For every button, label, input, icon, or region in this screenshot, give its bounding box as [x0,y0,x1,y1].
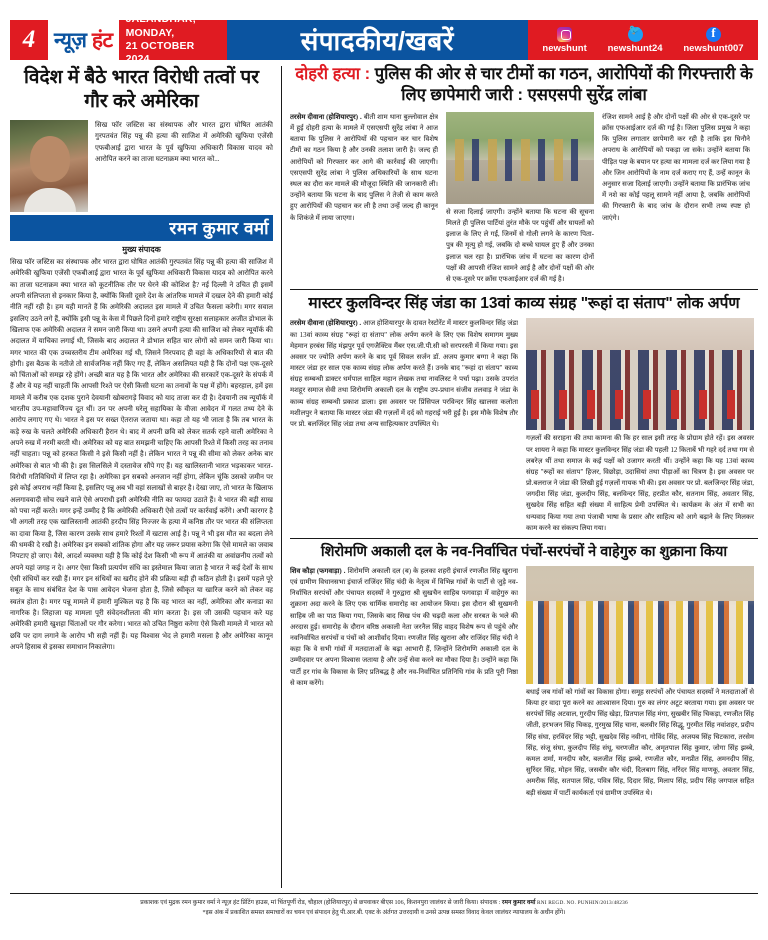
story3-dateline: शिव कौड़ा (फगवाड़ा) . [290,567,346,575]
editor-portrait-photo [10,120,88,212]
book-release-photo [526,318,754,430]
story2-headline: मास्टर कुलविन्दर सिंह जंडा का 13वां काव्य संग्रह "रूहां दा संताप" लोक अर्पण [308,295,740,313]
story1-columns [290,112,758,285]
dateline-line-1: JALANDHAR, MONDAY, [125,13,196,39]
editorial-top [10,120,273,212]
story2-col-1 [290,318,518,534]
newspaper-logo [48,20,119,60]
story1-col2-text: से सजा दिलाई जाएगी। उन्होंने बताया कि घटना की सूचना मिलते ही पुलिस पार्टियां तुरंत मौके पर पहुंचीं और घायलों को इलाज के लिए ले गईं, जिनमें से गोली लगने के कारण पिता-पुत्र की मृत्यु हो गई, जबकि दो बच्चे घायल हुए हैं और उनका इलाज चल रहा है। प्रारंभिक जांच में घटना का कारण दोनों पक्षों की आपसी रंजिश सामने आई है और दोनों पक्षों की ओर से एक-दूसरे पर क्रॉस एफआईआर दर्ज की गई है। [446,208,594,283]
social-handle: newshunt24 [607,42,663,54]
footer-disclaimer: *इस अंक में प्रकाशित समस्त समाचारों का चयन एवं संपादन हेतु पी.आर.बी. एक्ट के अंर्तगत उत्तरदायी व उनसे उत्पन्न समस्त विवाद केवल जालंधर न्यायालय के अधीन होंगे। [202,910,566,917]
story2-columns [290,318,758,534]
story1-dateline: तरसेम दीवाना (होशियारपुर) . [290,113,362,121]
masthead [10,13,758,66]
logo-text [54,26,113,54]
editor-role: मुख्य संपादक [122,244,161,254]
story1-headline-highlight: दोहरी हत्या : [295,65,371,83]
story1-col3-text: रंजिश सामने आई है और दोनों पक्षों की ओर से एक-दूसरे पर क्रॉस एफआईआर दर्ज की गई है। जिला पुलिस प्रमुख ने कहा कि पुलिस लगातार छापेमारी कर रही है ताकि इस घिनौने अपराध के आरोपियों को पकड़ा जा सके। उन्होंने बताया कि पीड़ित पक्ष के बयान पर हत्या का मामला दर्ज कर लिया गया है और जिन आरोपियों के नाम दर्ज कराए गए हैं, उन्हें कानून के अनुसार सजा दिलाई जाएगी। उन्होंने बताया कि प्रारंभिक जांच में नशे का कोई पहलू सामने नहीं आया है, जबकि आरोपियों की गिरफ्तारी के बाद जांच के दौरान सभी तथ्य स्पष्ट हो जाएंगे। [602,113,750,222]
story3-col-2 [526,566,754,799]
page-number: 4 [10,20,48,60]
dateline-line-2: 21 OCTOBER 2024 [125,40,195,66]
story2-col1-text [290,318,518,430]
story1-col1-body: बीती शाम थाना बुल्लोवाल क्षेत्र में हुई दोहरी हत्या के मामले में एसएसपी सुरेंद्र लांबा ने आज बताया कि पुलिस ने आरोपियों की पहचान कर चार विशेष टीमों का गठन किया है और उनकी तलाश जारी है। जल्द ही आरोपियों को गिरफ्तार कर आगे की कार्रवाई की जाएगी। एसएसपी सुरेंद्र लांबा ने पुलिस अधिकारियों के साथ घटना स्थल का दौरा कर मामले की मौजूदा स्थिति की जानकारी ली। उन्होंने बताया कि घटना के बाद पुलिस ने तेजी से काम करते हुए आरोपियों की पहचान कर ली है तथा उन्हें जल्द ही कानून के शिकंजे में लाया जाएगा। [290,113,438,222]
social-handle: newshunt007 [683,42,744,54]
footer-imprint [10,898,758,908]
footer-imprint-a: प्रकाशक एवं मुद्रक रमन कुमार वर्मा ने न्यूज़ हंट प्रिंटिंग हाउस, मां चिंतपूर्णी रोड, चौहाल (होशियारपुर) से छपवाकर बीएस 106, किशनपुरा जालंधर से जारी किया। संपादक : [140,900,502,906]
instagram-icon [557,27,572,42]
editor-name: रमन कुमार वर्मा [169,219,269,239]
social-instagram[interactable] [542,27,586,54]
editorial-column [10,66,282,888]
editorial-headline: विदेश में बैठे भारत विरोधी तत्वों पर गौर करे अमेरिका [24,67,259,112]
story3-col2-text: बधाई जब गांवों को गांवों का विकास होगा। समूह सरपंचों और पंचायत सदस्यों ने मतदाताओं से किया हर वादा पूरा करने का आश्वासन दिया। गुरु का लंगर अटूट बरताया गया। इस अवसर पर सरपंचों सिंह अटवाल, गुरदीप सिंह खेड़ा, प्रितपाल सिंह मंगा, सुखबीर सिंह चिकड़ा, रणजीत सिंह जीती, हरभजन सिंह चिकड़, गुरमुख सिंह चाना, बलवीर सिंह सिद्धू, गुरमीत सिंह नवांशहर, प्रदीप सिंह संघा, हरविंदर सिंह भट्टी, सुखदेव सिंह नवीना, गोविंद सिंह, अजयब सिंह चिटकारा, तरसेम सिंह, संजू संघा, कुलदीप सिंह संधू, चरणजीत कौर, अमृतपाल सिंह कुमार, जोगा सिंह झब्बे, कमल शर्मा, मनदीप कौर, बलजीत सिंह झब्बे, रणजीत कौर, मनप्रीत सिंह, अमनदीप सिंह, सुरिंदर सिंह, मोहन सिंह, जसबीर कौर चंदी, दिलबाग सिंह, नरिंदर सिंह माणकू, अवतार सिंह, अमरीक सिंह, सतपाल सिंह, पवित्र सिंह, दिदार सिंह, मिलाप सिंह, प्रदीप सिंह जगपाल सहित बड़ी संख्या में पार्टी कार्यकर्ता एवं ग्रामीण उपस्थित थे। [526,688,754,797]
story3-col-1 [290,566,518,799]
story1-col-3 [602,112,750,285]
police-team-photo [446,112,594,204]
story2-col2-text: गज़लों की सराहना की तथा कामना की कि हर साल इसी तरह के प्रोग्राम होते रहें। इस अवसर पर शायरा ने कहा कि मास्टर कुलविन्दर सिंह जंडा की पहली 12 किताबें भी गहरे दर्द तथा गम से लबरेज़ थीं तथा समाज के कई पक्षों को उजागर करती थीं। उन्होंने कहा कि यह 13वां काव्य संग्रह "रूहों का संताप" हिजर, विछोड़ा, उदासियां तथा पीड़ाओं का चित्रण है। इस अवसर पर प्रो.बलराज ने जंडा की लिखी हुई गज़लों गायक भी की। इस अवसर पर प्रो. बलजिन्दर सिंह जंडा, जगदीश सिंह जंडा, कुलदीप सिंह, बलविन्दर सिंह, हरप्रीत कौर, सतनाम सिंह, अवतार सिंह, सुखदेव सिंह सहित बड़ी संख्या में साहित्य प्रेमी उपस्थित थे। कार्यक्रम के अंत में सभी का धन्यवाद किया गया तथा पंजाबी भाषा के प्रसार और साहित्य को आगे बढ़ाने के लिए मिलकर काम करने का संकल्प लिया गया। [526,435,754,532]
footer-editor-name: रमन कुमार वर्मा [501,900,536,906]
story3-columns [290,566,758,799]
social-facebook[interactable] [683,27,743,54]
editor-byline-bar [10,215,273,241]
editorial-intro: सिख फॉर जस्टिस का संस्थापक और भारत द्वारा घोषित आतंकी गुरपतवंत सिंह पन्नू की हत्या की साजिश में अमेरिकी खुफिया एजेंसी एफबीआई द्वारा भारत के पूर्व खुफिया अधिकारी विकास यादव को आरोपित करने का ताजा घटनाक्रम क्या भारत को... [95,120,273,163]
story1-headline [290,64,758,112]
footer [10,893,758,919]
sarpanch-group-photo [526,566,754,684]
logo-part-2: हंट [91,29,113,52]
story-akali-dal [290,539,758,799]
story-poetry-release [290,290,758,534]
social-links [528,20,758,60]
story3-col1-body: शिरोमणि अकाली दल (ब) के हलका शहरी इंचार्ज रणजीत सिंह खुराना एवं ग्रामीण विधानसभा इंचार्ज राजिंदर सिंह चंदी के नेतृत्व में विभिन्न गांवों के पार्टी से जुड़े नव-निर्वाचित सरपंचों और पंचायत सदस्यों ने गुरुद्वारा श्री सुखचैन साहिब फगवाड़ा में वाहेगुरु का शुक्राना अदा करने के लिए एक धार्मिक समारोह का आयोजन किया। इस दौरान श्री सुखमनी साहिब जी का पाठ किया गया, जिसके बाद सिख पंथ की चढ़दी कला और सरबत के भले की अरदास हुई। समारोह के दौरान वरिष्ठ अकाली नेता जरनैल सिंह वाहद विशेष रूप से पहुंचे और नवनिर्वाचित सरपंचों व पंचों को आशीर्वाद दिया। रणजीत सिंह खुराना और राजिंदर सिंह चंदी ने कहा कि वे सभी गांवों में मतदाताओं के बढ़ा आभारी हैं, जिन्होंने शिरोमणि अकाली दल के उम्मीदवार पर अपना विश्वास जताया है और उन्हें सेवा करने का मौका दिया है। उन्होंने कहा कि पार्टी हर गांव के विकास के लिए प्रतिबद्ध है और नव-निर्वाचित प्रतिनिधि गांव के प्रति पूरी निष्ठा से काम करेंगे। [290,567,518,687]
story2-dateline: तरसेम दीवाना (होशियारपुर) . [290,320,362,328]
footer-divider [10,893,758,894]
story-double-murder [290,64,758,285]
logo-part-1: न्यूज़ [54,29,87,52]
main-content [290,64,758,799]
facebook-icon [706,27,721,42]
social-twitter[interactable] [608,27,663,54]
story3-col1-text [290,566,518,689]
story1-headline-rest: पुलिस की ओर से चार टीमों का गठन, आरोपियों की गिरफ्त्तारी के लिए छापेमारी जारी : एसएसपी सुरेंद्र लांबा [370,65,753,105]
story3-headline: शिरोमणि अकाली दल के नव-निर्वाचित पंचों-सरपंचों ने वाहेगुरु का शुक्राना किया [320,544,728,561]
section-title: संपादकीय/खबरें [227,20,528,60]
story2-col-2 [526,318,754,534]
social-handle: newshunt [542,42,587,54]
story1-col-1 [290,112,438,285]
story1-col-2 [446,112,594,285]
story1-col1-text [290,112,438,224]
editorial-body: सिख फॉर जस्टिस का संस्थापक और भारत द्वारा घोषित आतंकी गुरपतवंत सिंह पन्नू की हत्या की साजिश में अमेरिकी खुफिया एजेंसी एफबीआई द्वारा भारत के पूर्व खुफिया अधिकारी विकास यादव को आरोपित करने का ताजा घटनाक्रम क्या भारत को कूटनीतिक तौर पर घेरने की कोशिश है? नई दिल्ली ने उचित ही इसमें अपनी संलिप्तता से इनकार किया है, क्योंकि किसी दूसरे देश के आंतरिक मामले में दखल देने की हमारी कोई नीति नहीं रही है। हम यही मानते हैं कि अमेरिकी अदालत इस मामले में उचित फैसला करेगी। मगर सवाल इसलिए उठने लगे हैं, क्योंकि इसी पन्नू के केस में पिछले दिनों हमारे राष्ट्रीय सुरक्षा सलाहकार अजीत डोभाल के खिलाफ एक अमेरिकी अदालत ने समन जारी किया था। उसने अपनी हत्या की साजिश को लेकर न्यूयॉर्क की अदालत में याचिका लगाई थी, जिसके बाद अदालत ने डोभाल सहित चार लोगों को समन जारी किया था। मगर भारत की एक उच्चस्तरीय टीम अमेरिका गई थी, जिसने निरपवाद ही वहां के अधिकारियों से बात की होगी। इस बैठक के नतीजे तो सार्वजनिक नहीं किए गए हैं, लेकिन असलियत यही है कि दोनों पक्ष एक-दूसरे को चिंताओं को समझ रहे होंगे। अच्छी बात यह है कि भारत और अमेरिका की सरकारें एक-दूसरे के संपर्क में हैं और वे यह नहीं चाहतीं कि आपसी रिश्ते पर ऐसी किसी घटना का तनावों के पक्ष में होंगे। बहरहाल, हमें इस मामले में करीब एक दशक पुराने देवयानी खोबरागड़े विवाद को याद ताजा कर दी है। देवयानी तब न्यूयॉर्क में भारतीय उप-महावाणिज्य दूत थीं। उन पर अपनी घरेलू सहायिका के वीजा आवेदन में गलत तथ्य देने के आरोप लगाए गए थे। भारत ने इस पर सख्त ऐतराज जताया था। कहा तो यह भी जाता है कि तब भारत के कड़े रुख के चलते अमेरिकी अधिकारी हैरान थे। बाद में अपनी छवि को लेकर सतर्क रहने वाली अमेरिका ने अपने रुख में नरमी बरती थी। अमेरिका को यह बात समझनी चाहिए कि आपसी रिश्ते में किसी तरह का तनाव नहीं चाहता। पन्नू को हरकत किसी ने इसे किसी नहीं है। लेकिन भारत ने पन्नू की सीमा को लेकर अनेक बार अमेरिका से बात भी की है। इस सिलसिले में दस्तावेज सौंपे गए हैं। यह खालिस्तानी भारत भड़काकर भारत-विरोधी गतिविधियों में लिप्त रहा है। अमेरिका इन सबको अनजान नहीं होगा, लेकिन चूंकि उसको जमीन पर इसे कोई अपराध नहीं किया है, इसलिए पन्नू अब भी वहां सलाखों से बाहर है। देखा जाए, तो भारत के खिलाफ अलगाववादी सोच रखने वाले ऐसे अपराधी इसी अमेरिकी नीति का फायदा उठाते हैं। वे भारत की बड़ी साख को पचा नहीं करते। मगर इन्हें उम्मीद है कि अमेरिकी अधिकारी ऐसे तत्वों पर कार्रवाई करेंगे। अभी कारगर है भी अगली तरह एक खालिस्तानी आतंकी हरदीप सिंह निज्जर के हत्या में कनिष्ठ तौर पर भारत की संलिप्तता का दावा किया है, जिस कारण उसके साथ हमारे रिश्तों में खटास आई है। पन्नू ने भी इस मौत का बदला लेने की धमकी दे रखी है। अमेरिका इन सबको शांतिक होगा और यह जरूर प्रयास करेगा कि ऐसे मामले का जवाब निपटाए हो जाए। वैसे, आदर्श व्यवस्था यही है कि कोई देश किसी भी रूप में आतंकी या अवांछनीय तत्वों को अपने यहां जगह न दे। अगर ऐसा किसी प्रत्यर्पण संधि का इस्तेमाल किया जाता है भारत ने कई देशों के साथ ऐसी संधियों कर रखी हैं। मगर इन संधियों का खरीद होने की प्रक्रिया बड़ी ही कठिन होती है। इसमें पहले पूरे सबूत के साथ संबंधित देश के पास आवेदन भेजना होता है, जिसे स्वीकृत या खारिज करने को लेकर वह स्वतंत्र होता है। मगर पन्नू मामले में हमारी मुश्किल यह है कि वह भारत का नहीं, अमेरिका और कनाडा का नागरिक है। लिहाजा यह मामला पूरी संवेदनशीलता की मांग करता है। इस जी उसकी पहचान करे यह अमेरिकी हमारी खुशहा चिंताओं पर गौर करेगा। भारत को उचित निष्ठुरा करेगा ऐसे किसी मामले में भारत को छवि पर दाग लगाने के आरोप भी सही नहीं हैं। यह विश्वास भेद ले हमारी मसला है और अमेरिका कानून अपने हिसाब से इसका समाधान निकालेगा। [10,257,273,652]
twitter-icon [628,27,643,42]
story2-col1-body: आज होशियारपुर के दावत रेस्टोरेंट में मास्टर कुलविन्दर सिंह जंडा का 13वां काव्य संग्रह "रूहां दा संताप" लोक अर्पण करने के लिए एक विशेष समागम मुख्य मेहमान हरबंस सिंह मंझपुर पूर्व एगजैक्टिव मैंबर एस.जी.पी.सी को सरपरस्ती में किया गया। इस अवसर पर ज्योति अर्पण करने के बाद पूर्व सिवल सर्जन डॉ. अजय कुमार बग्गा ने कहा कि मास्टर जंडा हर साल एक काव्य संग्रह लोक अर्पण करते हैं। उनके बाद "रूहां दा संताप" काव्य संग्रह सम्बन्धी डाक्टर धर्मपाल साहिल महान लेखक तथा नावलिस्ट ने पर्चा पढ़ा। उसके उपरांत मशहूर समाज सेवी तथा शिरोमणि अकाली दल के राष्ट्रीय उप-प्रधान संजीव तलवाड़ ने जंडा के काव्य संग्रह सम्बन्धी प्रकाश डाला। इस अवसर पर प्रिंसिपल परविन्दर सिंह खालसा कलोता मशीलपुर ने बताया कि मास्टर जंडा की गज़लों में दर्द को गहराई भरी हुई है। इस मौके विशेष तौर पर प्रो. बलजिंदर सिंह जंडा तथा अन्य साहित्यकार उपस्थित थे। [290,320,518,429]
footer-rni: RNI REGD. NO. PUNHIN/2013/48236 [535,900,628,906]
dateline [119,13,227,66]
